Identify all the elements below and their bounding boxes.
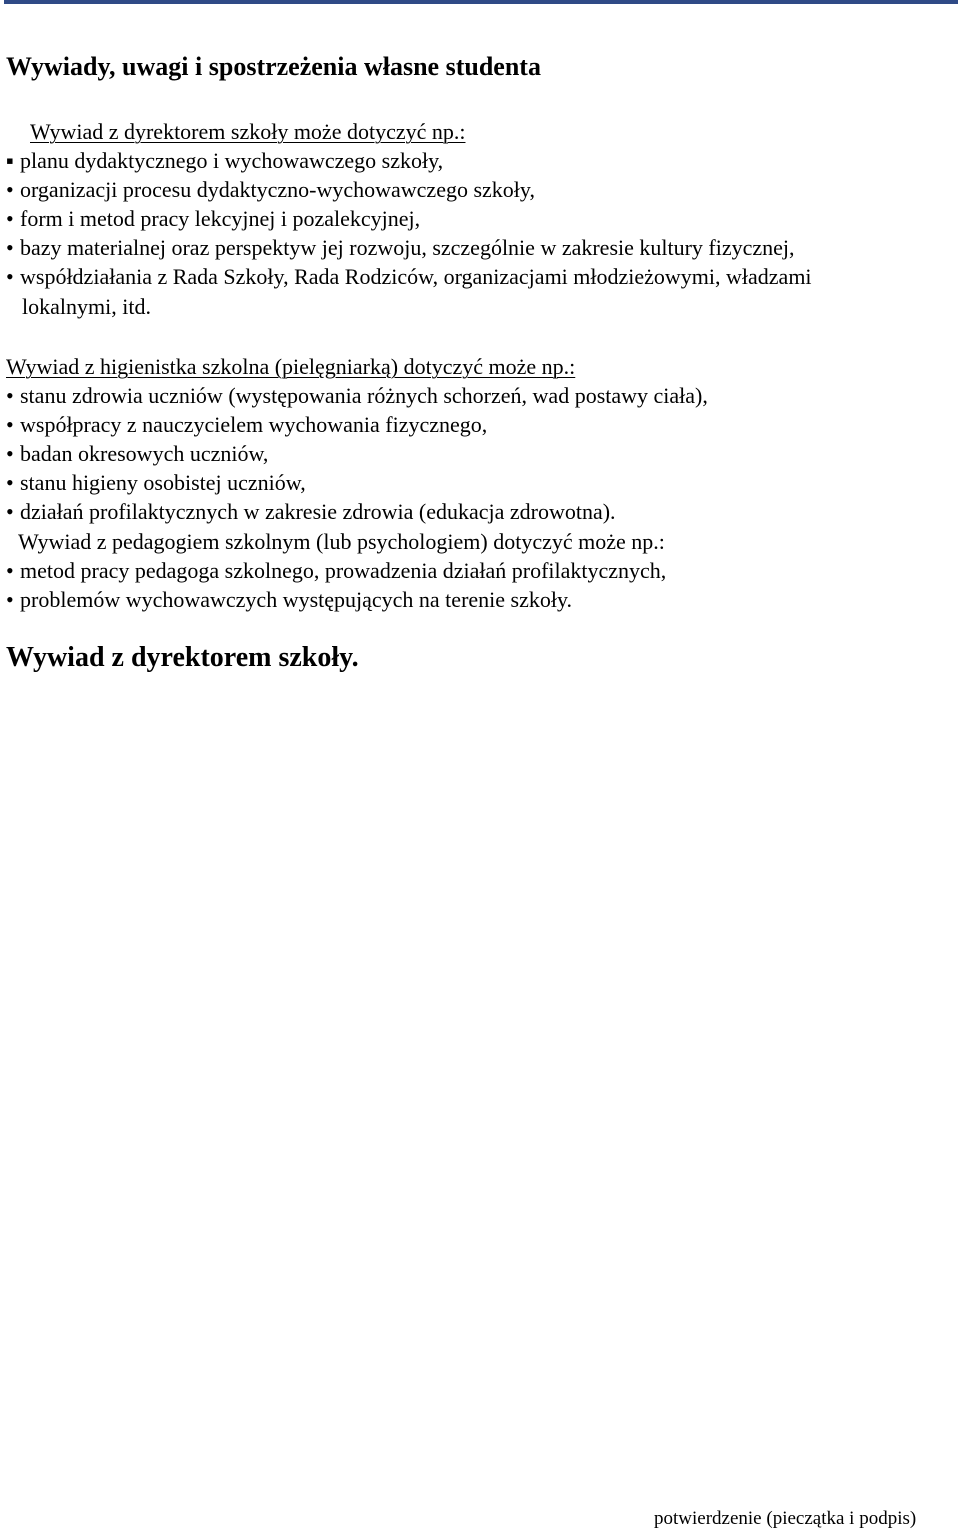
- list-item: • współdziałania z Rada Szkoły, Rada Rodziców, organizacjami młodzieżowymi, władzami: [6, 264, 812, 289]
- list-item: • bazy materialnej oraz perspektyw jej rozwoju, szczególnie w zakresie kultury fizycznej,: [6, 235, 795, 260]
- bullet-icon: •: [6, 383, 14, 408]
- bullet-icon: •: [6, 235, 14, 260]
- list-item: • stanu zdrowia uczniów (występowania różnych schorzeń, wad postawy ciała),: [6, 383, 708, 408]
- list-item: • badan okresowych uczniów,: [6, 441, 269, 466]
- bullet-icon: •: [6, 441, 14, 466]
- bullet-icon: •: [6, 587, 14, 612]
- list-item: • metod pracy pedagoga szkolnego, prowadzenia działań profilaktycznych,: [6, 558, 667, 583]
- list-item: • form i metod pracy lekcyjnej i pozalekcyjnej,: [6, 206, 421, 231]
- bullet-icon: •: [6, 558, 14, 583]
- bullet-icon: •: [6, 177, 14, 202]
- bullet-icon: •: [6, 412, 14, 437]
- list-item: • problemów wychowawczych występujących na terenie szkoły.: [6, 587, 573, 612]
- bullet-icon: •: [6, 470, 14, 495]
- list-item-continuation: lokalnymi, itd.: [22, 294, 151, 319]
- section-heading-director-interview: Wywiad z dyrektorem szkoły.: [6, 642, 359, 673]
- square-bullet-icon: ▪: [6, 148, 14, 173]
- list-item: • działań profilaktycznych w zakresie zdrowia (edukacja zdrowotna).: [6, 499, 616, 524]
- interview-heading-director: Wywiad z dyrektorem szkoły może dotyczyć np.:: [30, 119, 466, 144]
- page-title: Wywiady, uwagi i spostrzeżenia własne studenta: [6, 52, 541, 81]
- interview-heading-pedagogue: Wywiad z pedagogiem szkolnym (lub psychologiem) dotyczyć może np.:: [18, 529, 665, 554]
- interview-heading-nurse: Wywiad z higienistka szkolna (pielęgniarką) dotyczyć może np.:: [6, 354, 576, 379]
- bullet-icon: •: [6, 264, 14, 289]
- list-item: • stanu higieny osobistej uczniów,: [6, 470, 306, 495]
- list-item: ▪ planu dydaktycznego i wychowawczego szkoły,: [6, 148, 444, 173]
- bullet-icon: •: [6, 206, 14, 231]
- list-item: • współpracy z nauczycielem wychowania fizycznego,: [6, 412, 488, 437]
- bullet-icon: •: [6, 499, 14, 524]
- list-item: • organizacji procesu dydaktyczno-wychowawczego szkoły,: [6, 177, 535, 202]
- stamp-signature-caption: potwierdzenie (pieczątka i podpis): [654, 1508, 917, 1529]
- top-rule: [4, 0, 958, 4]
